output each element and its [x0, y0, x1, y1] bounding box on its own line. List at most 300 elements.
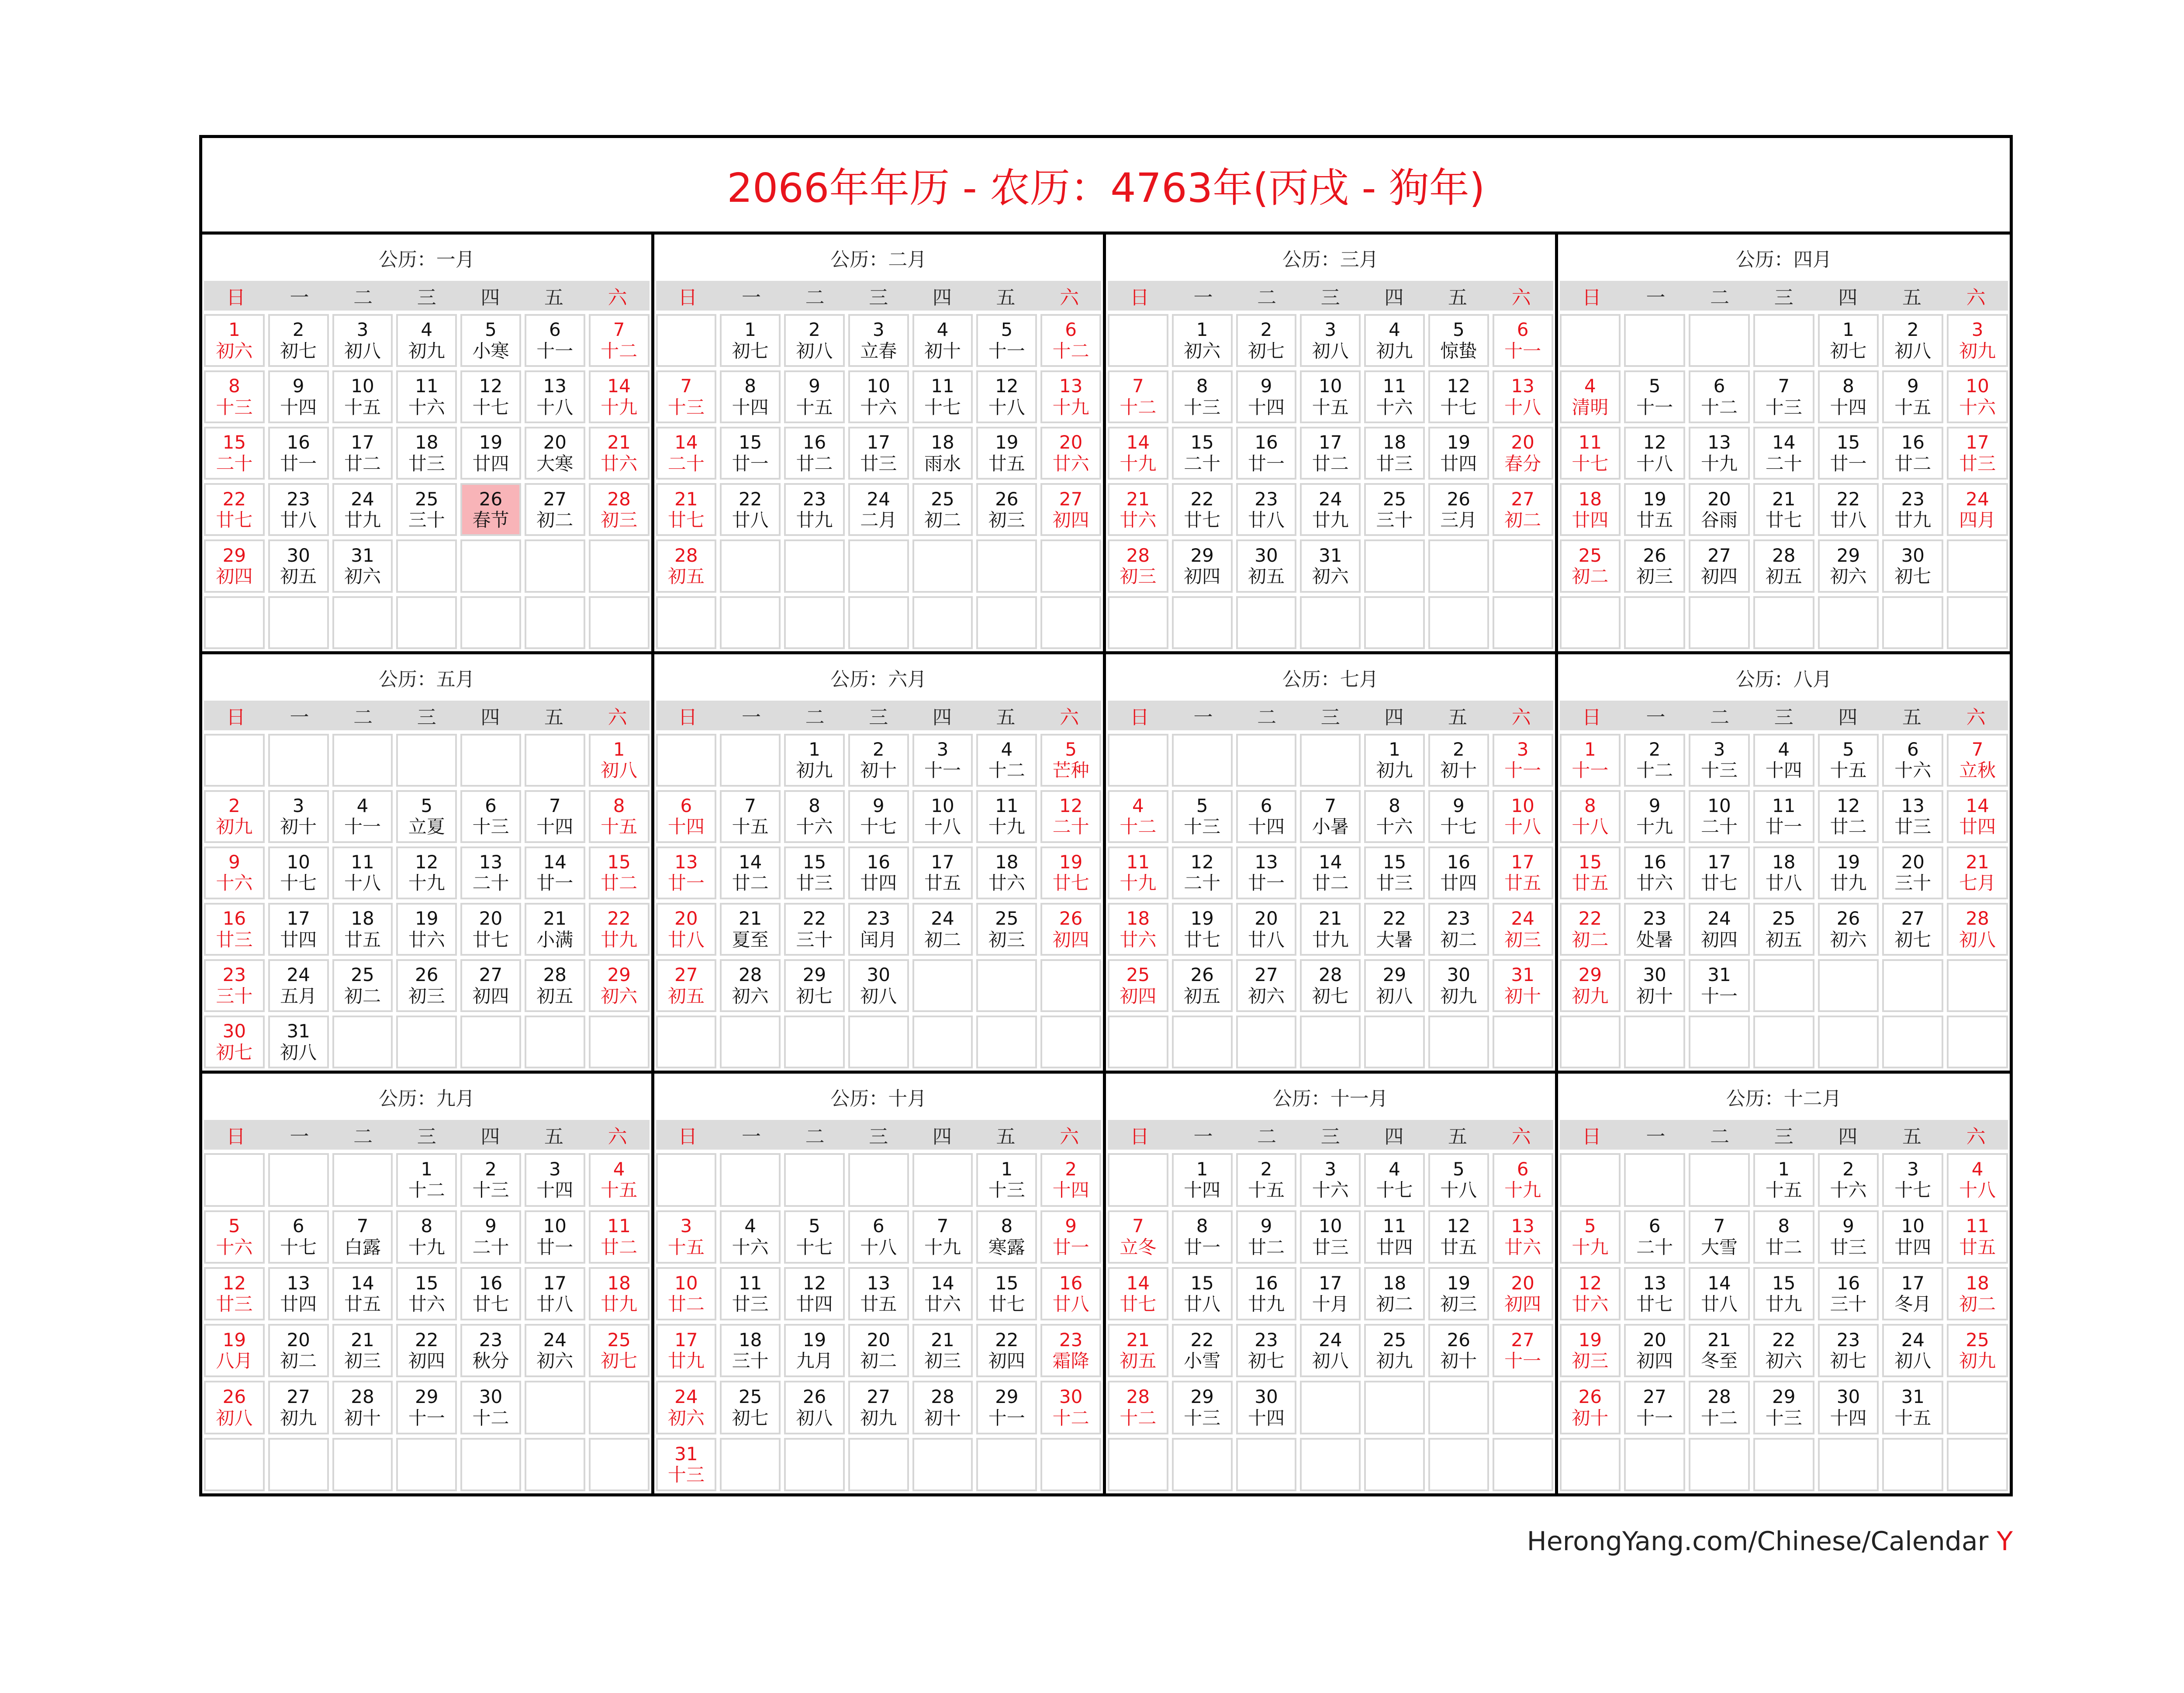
day-cell[interactable] [1236, 1324, 1297, 1377]
day-cell[interactable] [1236, 903, 1297, 956]
day-cell[interactable] [1882, 427, 1943, 480]
day-cell[interactable] [332, 1324, 393, 1377]
day-cell[interactable] [784, 959, 845, 1012]
day-cell[interactable] [1624, 539, 1685, 592]
day-cell[interactable] [1560, 1210, 1621, 1264]
day-cell[interactable] [912, 790, 973, 843]
day-cell[interactable] [396, 370, 457, 423]
day-cell[interactable] [848, 903, 909, 956]
day-cell[interactable] [525, 483, 585, 536]
day-cell[interactable] [1236, 790, 1297, 843]
day-cell[interactable] [525, 1153, 585, 1206]
day-cell[interactable] [720, 370, 781, 423]
day-cell[interactable] [912, 1267, 973, 1320]
day-cell[interactable] [1236, 370, 1297, 423]
day-cell[interactable] [1753, 1153, 1814, 1206]
day-cell[interactable] [1108, 1210, 1168, 1264]
day-cell[interactable] [1689, 483, 1750, 536]
day-cell[interactable] [460, 314, 521, 367]
day-cell[interactable] [1689, 959, 1750, 1012]
day-cell[interactable] [589, 1153, 650, 1206]
day-cell[interactable] [1818, 539, 1879, 592]
day-cell[interactable] [1236, 1210, 1297, 1264]
day-cell[interactable] [1172, 959, 1233, 1012]
day-cell[interactable] [976, 903, 1037, 956]
day-cell[interactable] [912, 734, 973, 787]
day-cell[interactable] [1818, 734, 1879, 787]
day-cell[interactable] [720, 314, 781, 367]
day-cell[interactable] [1753, 483, 1814, 536]
day-cell[interactable] [1428, 790, 1489, 843]
day-cell[interactable] [1753, 903, 1814, 956]
day-cell[interactable] [1493, 846, 1553, 899]
day-cell[interactable] [1624, 1324, 1685, 1377]
day-cell[interactable] [1428, 846, 1489, 899]
day-cell[interactable] [1236, 1267, 1297, 1320]
day-cell[interactable] [1753, 1267, 1814, 1320]
day-cell[interactable] [1689, 846, 1750, 899]
day-cell[interactable] [1753, 846, 1814, 899]
day-cell[interactable] [1364, 483, 1425, 536]
day-cell[interactable] [1040, 1381, 1101, 1434]
day-cell[interactable] [268, 314, 329, 367]
day-cell[interactable] [656, 539, 717, 592]
day-cell[interactable] [848, 846, 909, 899]
day-cell[interactable] [396, 846, 457, 899]
day-cell[interactable] [656, 846, 717, 899]
day-cell[interactable] [1947, 427, 2008, 480]
day-cell[interactable] [848, 1324, 909, 1377]
day-cell[interactable] [1364, 314, 1425, 367]
day-cell[interactable] [525, 846, 585, 899]
day-cell[interactable] [976, 1153, 1037, 1206]
day-cell[interactable] [1560, 427, 1621, 480]
day-cell[interactable] [1818, 314, 1879, 367]
day-cell[interactable] [460, 790, 521, 843]
day-cell[interactable] [848, 1210, 909, 1264]
day-cell[interactable] [1172, 1210, 1233, 1264]
day-cell[interactable] [1624, 370, 1685, 423]
day-cell[interactable] [1560, 1267, 1621, 1320]
day-cell[interactable] [332, 959, 393, 1012]
day-cell[interactable] [784, 314, 845, 367]
day-cell[interactable] [1882, 1381, 1943, 1434]
day-cell[interactable] [589, 314, 650, 367]
day-cell[interactable] [1493, 1153, 1553, 1206]
day-cell[interactable] [1560, 846, 1621, 899]
day-cell[interactable] [1493, 427, 1553, 480]
day-cell[interactable] [1300, 959, 1361, 1012]
day-cell[interactable] [1560, 903, 1621, 956]
day-cell[interactable] [204, 959, 265, 1012]
day-cell[interactable] [1364, 1210, 1425, 1264]
day-cell[interactable] [1882, 1324, 1943, 1377]
day-cell[interactable] [1300, 846, 1361, 899]
day-cell[interactable] [332, 314, 393, 367]
day-cell[interactable] [1753, 1324, 1814, 1377]
day-cell[interactable] [460, 1324, 521, 1377]
day-cell[interactable] [268, 370, 329, 423]
day-cell[interactable] [1300, 790, 1361, 843]
day-cell[interactable] [460, 1267, 521, 1320]
day-cell[interactable] [1172, 1381, 1233, 1434]
day-cell[interactable] [332, 903, 393, 956]
day-cell[interactable] [1560, 790, 1621, 843]
day-cell[interactable] [1818, 483, 1879, 536]
day-cell[interactable] [656, 1324, 717, 1377]
day-cell[interactable] [1364, 370, 1425, 423]
day-cell[interactable] [1882, 734, 1943, 787]
day-cell[interactable] [784, 790, 845, 843]
day-cell[interactable] [720, 903, 781, 956]
day-cell[interactable] [204, 483, 265, 536]
day-cell[interactable] [332, 370, 393, 423]
day-cell[interactable] [1300, 539, 1361, 592]
day-cell[interactable] [204, 1381, 265, 1434]
day-cell[interactable] [1172, 314, 1233, 367]
day-cell[interactable] [1040, 846, 1101, 899]
day-cell[interactable] [1882, 539, 1943, 592]
day-cell[interactable] [1818, 1267, 1879, 1320]
day-cell[interactable] [268, 483, 329, 536]
day-cell[interactable] [1689, 427, 1750, 480]
day-cell[interactable] [589, 1210, 650, 1264]
day-cell[interactable] [1428, 314, 1489, 367]
day-cell[interactable] [396, 427, 457, 480]
day-cell[interactable] [525, 903, 585, 956]
day-cell[interactable] [912, 427, 973, 480]
day-cell[interactable] [589, 790, 650, 843]
day-cell[interactable] [1040, 790, 1101, 843]
day-cell[interactable] [460, 959, 521, 1012]
day-cell[interactable] [1236, 959, 1297, 1012]
day-cell[interactable] [1689, 370, 1750, 423]
day-cell[interactable] [1300, 1324, 1361, 1377]
day-cell[interactable] [332, 790, 393, 843]
day-cell[interactable] [204, 1267, 265, 1320]
day-cell[interactable] [1236, 846, 1297, 899]
day-cell[interactable] [396, 790, 457, 843]
day-cell[interactable] [1882, 846, 1943, 899]
day-cell[interactable] [1560, 1381, 1621, 1434]
day-cell[interactable] [396, 959, 457, 1012]
day-cell[interactable] [1818, 903, 1879, 956]
day-cell[interactable] [1624, 959, 1685, 1012]
day-cell[interactable] [1108, 790, 1168, 843]
day-cell[interactable] [204, 1016, 265, 1068]
day-cell[interactable] [976, 1267, 1037, 1320]
day-cell[interactable] [912, 846, 973, 899]
day-cell[interactable] [396, 1153, 457, 1206]
day-cell[interactable] [396, 1381, 457, 1434]
day-cell[interactable] [784, 483, 845, 536]
day-cell[interactable] [525, 314, 585, 367]
day-cell[interactable] [460, 483, 521, 536]
day-cell[interactable] [589, 427, 650, 480]
day-cell[interactable] [1882, 1153, 1943, 1206]
day-cell[interactable] [268, 1381, 329, 1434]
day-cell[interactable] [1040, 314, 1101, 367]
day-cell[interactable] [1818, 1153, 1879, 1206]
day-cell[interactable] [589, 483, 650, 536]
day-cell[interactable] [204, 1324, 265, 1377]
day-cell[interactable] [976, 314, 1037, 367]
day-cell[interactable] [912, 483, 973, 536]
day-cell[interactable] [1689, 1381, 1750, 1434]
day-cell[interactable] [656, 483, 717, 536]
day-cell[interactable] [460, 1153, 521, 1206]
day-cell[interactable] [848, 1267, 909, 1320]
day-cell[interactable] [1172, 903, 1233, 956]
day-cell[interactable] [1040, 370, 1101, 423]
day-cell[interactable] [268, 790, 329, 843]
day-cell[interactable] [1300, 483, 1361, 536]
day-cell[interactable] [848, 734, 909, 787]
day-cell[interactable] [1428, 1210, 1489, 1264]
day-cell[interactable] [332, 1381, 393, 1434]
day-cell[interactable] [1428, 959, 1489, 1012]
day-cell[interactable] [976, 427, 1037, 480]
day-cell[interactable] [720, 959, 781, 1012]
day-cell[interactable] [1236, 1381, 1297, 1434]
day-cell[interactable] [1947, 903, 2008, 956]
day-cell[interactable] [1300, 1210, 1361, 1264]
day-cell[interactable] [1624, 1381, 1685, 1434]
day-cell[interactable] [1753, 790, 1814, 843]
day-cell[interactable] [1040, 1210, 1101, 1264]
day-cell[interactable] [1236, 1153, 1297, 1206]
day-cell[interactable] [1364, 1153, 1425, 1206]
day-cell[interactable] [332, 483, 393, 536]
day-cell[interactable] [848, 959, 909, 1012]
day-cell[interactable] [784, 370, 845, 423]
day-cell[interactable] [1300, 427, 1361, 480]
day-cell[interactable] [1108, 539, 1168, 592]
day-cell[interactable] [1493, 1210, 1553, 1264]
day-cell[interactable] [1947, 734, 2008, 787]
day-cell[interactable] [268, 1267, 329, 1320]
day-cell[interactable] [848, 483, 909, 536]
day-cell[interactable] [1689, 790, 1750, 843]
day-cell[interactable] [1428, 734, 1489, 787]
day-cell[interactable] [1818, 790, 1879, 843]
day-cell[interactable] [268, 846, 329, 899]
day-cell[interactable] [976, 846, 1037, 899]
day-cell[interactable] [1947, 1153, 2008, 1206]
day-cell[interactable] [720, 483, 781, 536]
day-cell[interactable] [1040, 427, 1101, 480]
day-cell[interactable] [1364, 1267, 1425, 1320]
day-cell[interactable] [720, 1210, 781, 1264]
day-cell[interactable] [1624, 790, 1685, 843]
day-cell[interactable] [204, 1210, 265, 1264]
day-cell[interactable] [784, 903, 845, 956]
day-cell[interactable] [656, 903, 717, 956]
day-cell[interactable] [1300, 314, 1361, 367]
day-cell[interactable] [1560, 734, 1621, 787]
day-cell[interactable] [912, 1324, 973, 1377]
day-cell[interactable] [848, 790, 909, 843]
day-cell[interactable] [1236, 427, 1297, 480]
day-cell[interactable] [1428, 427, 1489, 480]
day-cell[interactable] [1493, 734, 1553, 787]
day-cell[interactable] [525, 790, 585, 843]
day-cell[interactable] [784, 1210, 845, 1264]
day-cell[interactable] [784, 1324, 845, 1377]
day-cell[interactable] [1364, 959, 1425, 1012]
day-cell[interactable] [204, 314, 265, 367]
day-cell[interactable] [525, 370, 585, 423]
day-cell[interactable] [1108, 903, 1168, 956]
day-cell[interactable] [1753, 539, 1814, 592]
day-cell[interactable] [1624, 903, 1685, 956]
day-cell[interactable] [1947, 1210, 2008, 1264]
day-cell[interactable] [1172, 370, 1233, 423]
day-cell[interactable] [720, 1324, 781, 1377]
day-cell[interactable] [1560, 1324, 1621, 1377]
day-cell[interactable] [720, 427, 781, 480]
day-cell[interactable] [460, 1210, 521, 1264]
day-cell[interactable] [396, 314, 457, 367]
day-cell[interactable] [1818, 370, 1879, 423]
day-cell[interactable] [1172, 790, 1233, 843]
day-cell[interactable] [460, 1381, 521, 1434]
day-cell[interactable] [656, 790, 717, 843]
day-cell[interactable] [1172, 483, 1233, 536]
day-cell[interactable] [720, 846, 781, 899]
day-cell[interactable] [1624, 846, 1685, 899]
day-cell[interactable] [1624, 427, 1685, 480]
day-cell[interactable] [1172, 427, 1233, 480]
day-cell[interactable] [1300, 370, 1361, 423]
footer-link[interactable]: HerongYang.com/Chinese/Calendar [1527, 1526, 1989, 1557]
day-cell[interactable] [1947, 370, 2008, 423]
day-cell[interactable] [525, 959, 585, 1012]
day-cell[interactable] [912, 903, 973, 956]
day-cell[interactable] [1300, 903, 1361, 956]
day-cell[interactable] [656, 1267, 717, 1320]
day-cell[interactable] [1364, 903, 1425, 956]
day-cell[interactable] [1947, 483, 2008, 536]
day-cell[interactable] [784, 846, 845, 899]
day-cell[interactable] [525, 1267, 585, 1320]
day-cell[interactable] [656, 959, 717, 1012]
day-cell[interactable] [912, 1381, 973, 1434]
day-cell[interactable] [460, 846, 521, 899]
day-cell[interactable] [1818, 1381, 1879, 1434]
day-cell[interactable] [204, 539, 265, 592]
day-cell[interactable] [332, 539, 393, 592]
day-cell[interactable] [1624, 1210, 1685, 1264]
day-cell[interactable] [204, 846, 265, 899]
day-cell[interactable] [656, 1210, 717, 1264]
day-cell[interactable] [1108, 427, 1168, 480]
day-cell[interactable] [720, 790, 781, 843]
day-cell[interactable] [1236, 483, 1297, 536]
day-cell[interactable] [1560, 370, 1621, 423]
day-cell[interactable] [1947, 1324, 2008, 1377]
day-cell[interactable] [1300, 1153, 1361, 1206]
day-cell[interactable] [204, 427, 265, 480]
day-cell[interactable] [1493, 1267, 1553, 1320]
day-cell[interactable] [1428, 1324, 1489, 1377]
day-cell[interactable] [1882, 790, 1943, 843]
day-cell[interactable] [1689, 1267, 1750, 1320]
day-cell[interactable] [1428, 370, 1489, 423]
day-cell[interactable] [460, 370, 521, 423]
day-cell[interactable] [848, 370, 909, 423]
day-cell[interactable] [1364, 790, 1425, 843]
day-cell[interactable] [1364, 846, 1425, 899]
day-cell[interactable] [976, 1210, 1037, 1264]
day-cell[interactable] [784, 734, 845, 787]
day-cell[interactable] [1172, 1324, 1233, 1377]
day-cell[interactable] [1364, 1324, 1425, 1377]
day-cell[interactable] [1689, 734, 1750, 787]
day-cell[interactable] [1493, 959, 1553, 1012]
day-cell[interactable] [396, 903, 457, 956]
day-cell[interactable] [1493, 483, 1553, 536]
day-cell[interactable] [589, 959, 650, 1012]
day-cell[interactable] [720, 1381, 781, 1434]
day-cell[interactable] [1624, 734, 1685, 787]
day-cell[interactable] [268, 1210, 329, 1264]
day-cell[interactable] [1882, 370, 1943, 423]
day-cell[interactable] [976, 1381, 1037, 1434]
day-cell[interactable] [1040, 1153, 1101, 1206]
day-cell[interactable] [1108, 1267, 1168, 1320]
day-cell[interactable] [976, 734, 1037, 787]
day-cell[interactable] [1040, 1324, 1101, 1377]
day-cell[interactable] [1108, 959, 1168, 1012]
day-cell[interactable] [1040, 734, 1101, 787]
day-cell[interactable] [1108, 846, 1168, 899]
day-cell[interactable] [332, 1210, 393, 1264]
day-cell[interactable] [396, 1267, 457, 1320]
day-cell[interactable] [1753, 370, 1814, 423]
day-cell[interactable] [204, 370, 265, 423]
day-cell[interactable] [1040, 903, 1101, 956]
day-cell[interactable] [1624, 483, 1685, 536]
day-cell[interactable] [460, 903, 521, 956]
day-cell[interactable] [848, 314, 909, 367]
day-cell[interactable] [1560, 959, 1621, 1012]
day-cell[interactable] [912, 1210, 973, 1264]
day-cell[interactable] [1689, 1324, 1750, 1377]
day-cell[interactable] [976, 483, 1037, 536]
day-cell[interactable] [1428, 903, 1489, 956]
day-cell[interactable] [525, 427, 585, 480]
day-cell[interactable] [268, 903, 329, 956]
day-cell[interactable] [976, 790, 1037, 843]
day-cell[interactable] [268, 539, 329, 592]
day-cell[interactable] [1172, 1153, 1233, 1206]
day-cell[interactable] [1753, 1210, 1814, 1264]
day-cell[interactable] [204, 790, 265, 843]
day-cell[interactable] [1818, 846, 1879, 899]
day-cell[interactable] [1364, 734, 1425, 787]
day-cell[interactable] [525, 1324, 585, 1377]
day-cell[interactable] [1108, 370, 1168, 423]
day-cell[interactable] [268, 427, 329, 480]
day-cell[interactable] [589, 1267, 650, 1320]
day-cell[interactable] [1882, 314, 1943, 367]
day-cell[interactable] [1947, 790, 2008, 843]
day-cell[interactable] [656, 1381, 717, 1434]
day-cell[interactable] [460, 427, 521, 480]
day-cell[interactable] [1818, 427, 1879, 480]
day-cell[interactable] [1364, 427, 1425, 480]
